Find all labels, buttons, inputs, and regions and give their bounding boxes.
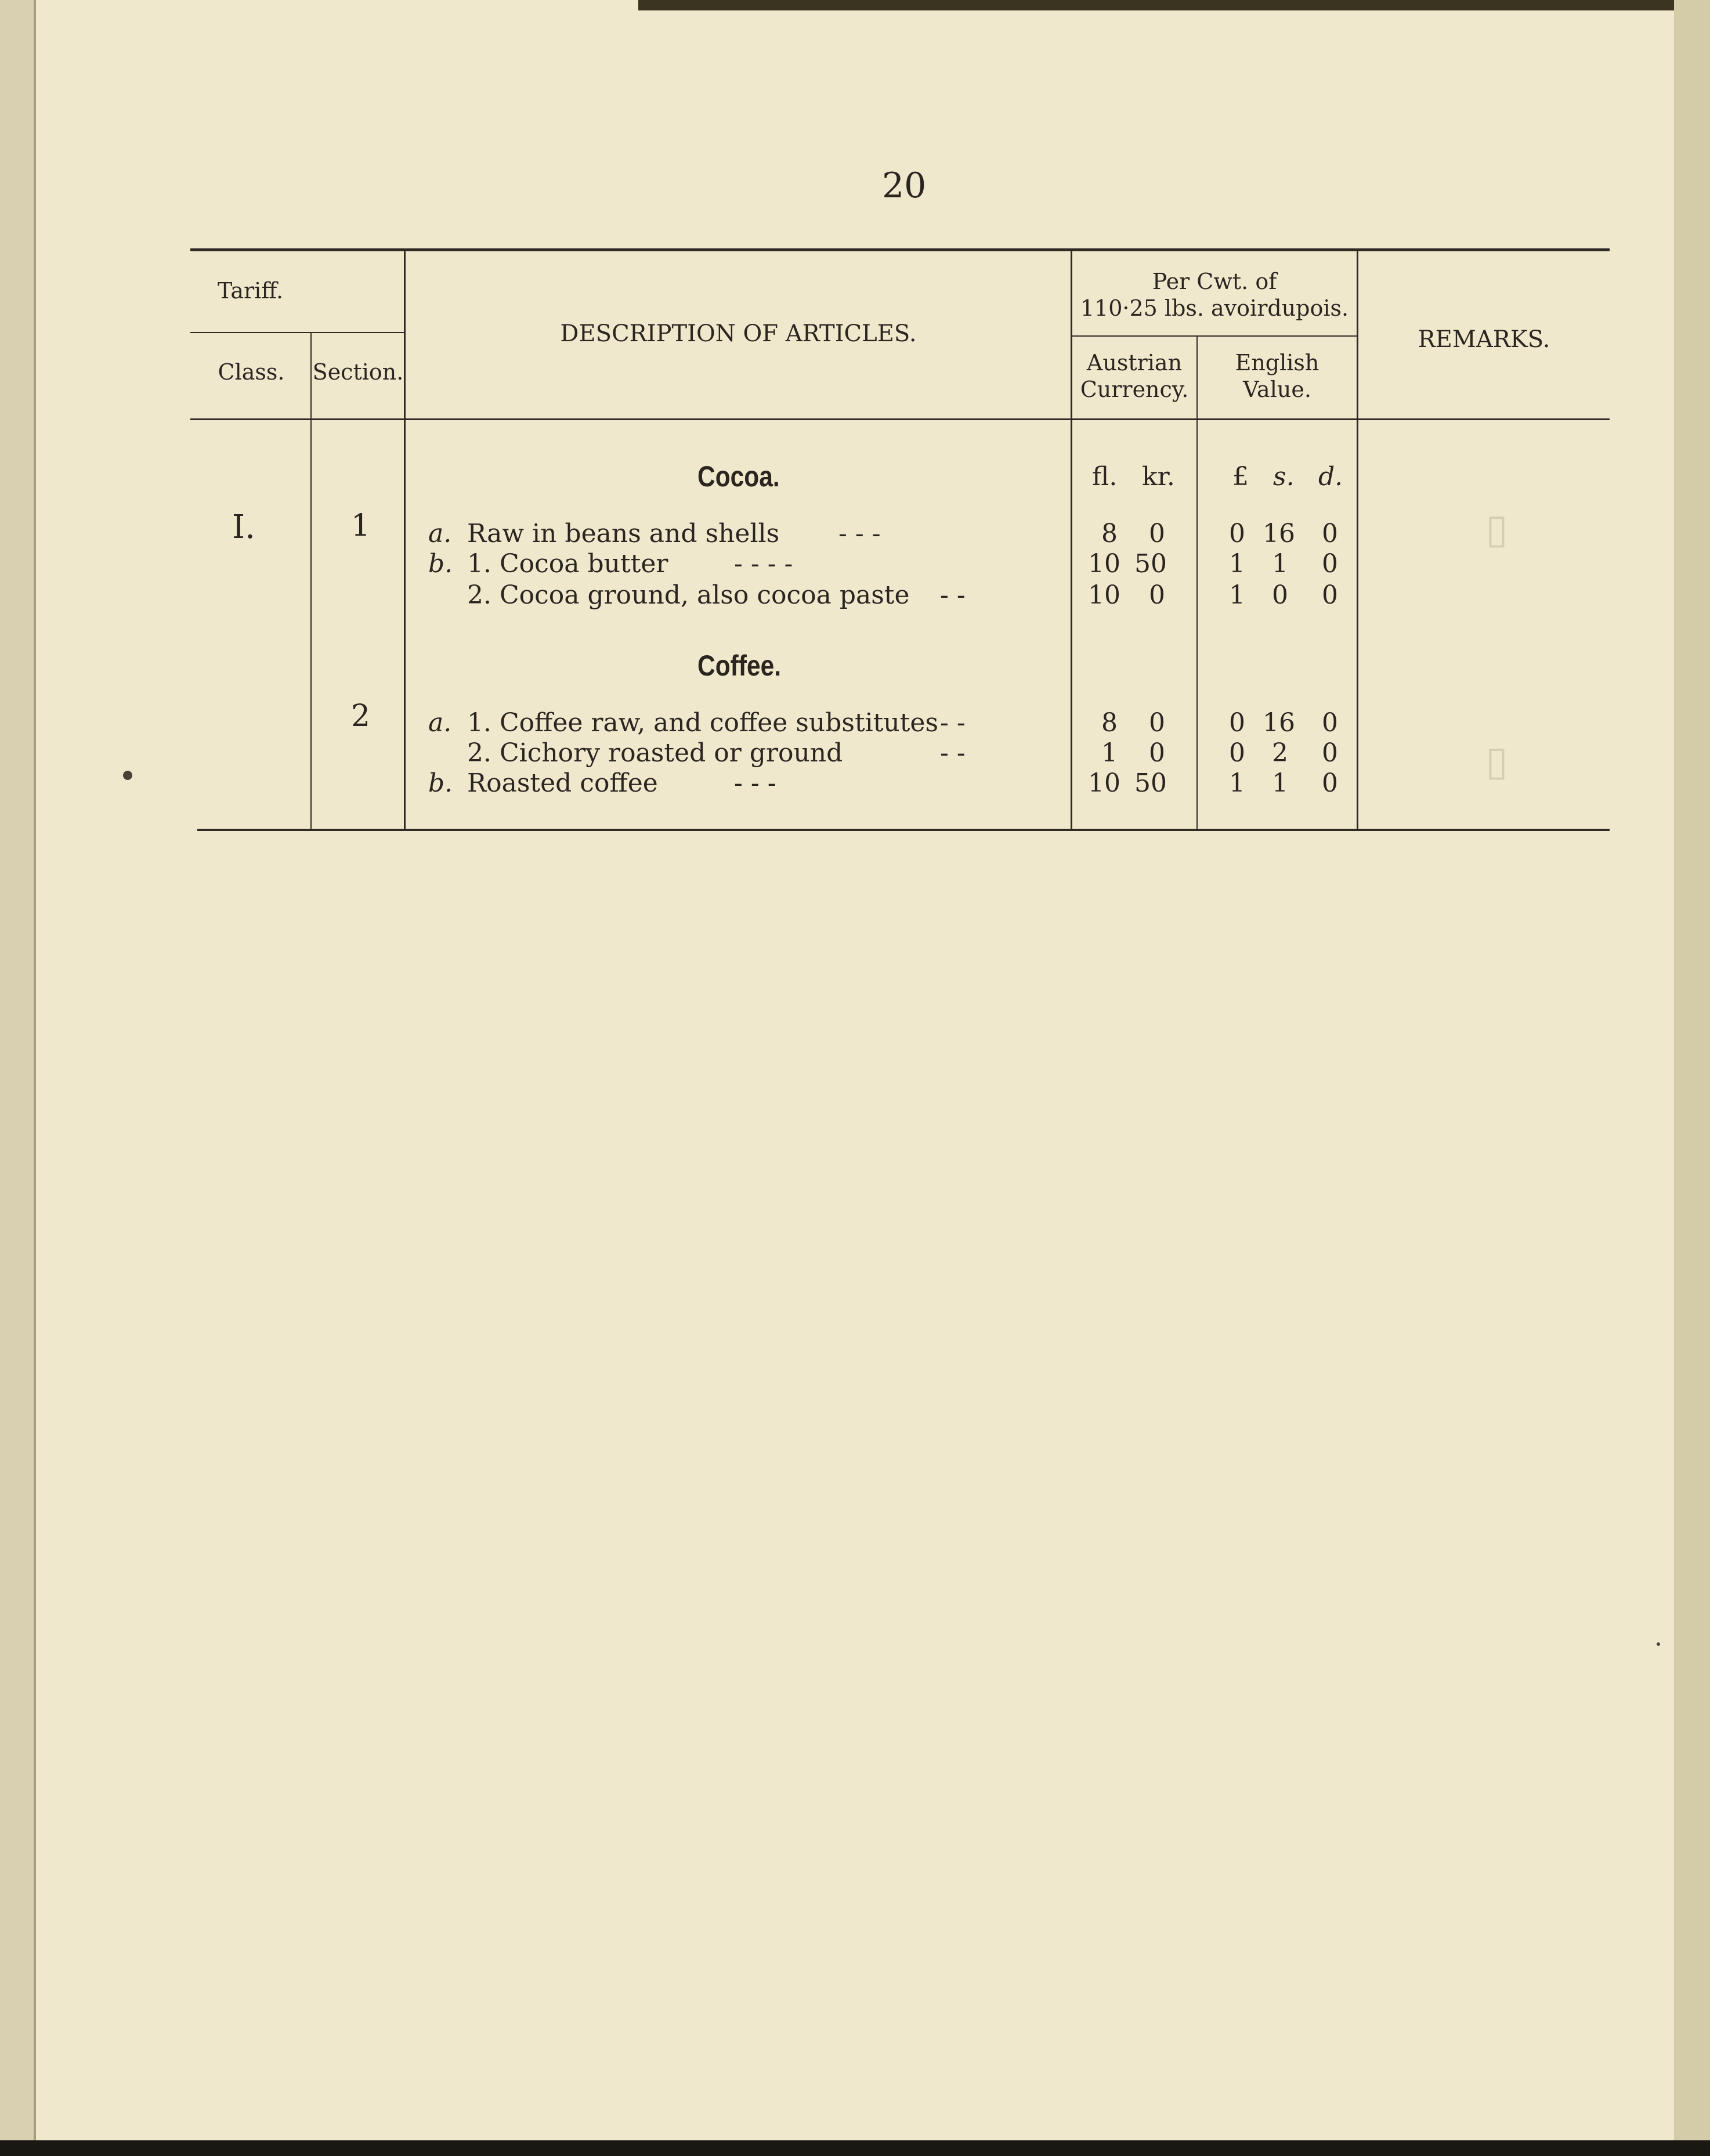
value-florin: 1 (1101, 738, 1118, 768)
item-letter: a. (428, 519, 452, 548)
english-header-line1: English (1235, 350, 1319, 375)
value-shilling: 0 (1272, 580, 1288, 610)
value-florin: 8 (1101, 708, 1118, 738)
leader-dashes: - - - (734, 768, 776, 798)
value-pound: 1 (1229, 549, 1245, 579)
unit-kreuzer: kr. (1142, 462, 1175, 492)
class-section-divider (310, 332, 312, 830)
leader-dashes: - - (940, 580, 966, 610)
value-pound: 1 (1229, 768, 1245, 798)
value-pence: 0 (1322, 708, 1338, 738)
value-shilling: 16 (1263, 708, 1295, 738)
binding-edge (34, 0, 36, 2156)
unit-pound: £ (1232, 462, 1249, 492)
scan-top-edge (638, 0, 1710, 10)
table-bottom-rule (197, 829, 1610, 831)
article-description: 2. Cocoa ground, also cocoa paste (467, 580, 910, 610)
section-description-divider (404, 251, 406, 830)
article-description: 2. Cichory roasted or ground (467, 738, 843, 768)
class-header: Class. (218, 359, 285, 385)
value-pence: 0 (1322, 519, 1338, 548)
value-florin: 10 (1088, 549, 1120, 579)
value-kreuzer: 50 (1134, 549, 1167, 579)
remarks-header: REMARKS. (1418, 326, 1550, 353)
table-top-rule (190, 248, 1610, 251)
value-pence: 0 (1322, 580, 1338, 610)
value-kreuzer: 0 (1149, 738, 1165, 768)
unit-shilling: s. (1273, 462, 1295, 492)
article-description: 1. Coffee raw, and coffee substitutes (467, 708, 939, 738)
header-bottom-rule (190, 418, 1610, 420)
tariff-sub-rule (190, 332, 404, 333)
unit-pence: d. (1318, 462, 1343, 492)
leader-dashes: - - (940, 708, 966, 738)
austrian-english-divider (1196, 335, 1198, 830)
value-shilling: 16 (1263, 519, 1295, 548)
scan-right-edge (1674, 0, 1710, 2156)
value-pound: 0 (1229, 708, 1245, 738)
per-cwt-header-line2: 110·25 lbs. avoirdupois. (1080, 295, 1349, 321)
value-pound: 0 (1229, 738, 1245, 768)
section-header: Section. (312, 359, 404, 385)
description-header: DESCRIPTION OF ARTICLES. (560, 320, 917, 347)
unit-florin: fl. (1092, 462, 1118, 492)
value-florin: 10 (1088, 768, 1120, 798)
value-florin: 10 (1088, 580, 1120, 610)
scan-bottom-edge (0, 2140, 1710, 2156)
value-shilling: 1 (1272, 768, 1288, 798)
section-number: 2 (351, 699, 371, 734)
section-number: 1 (351, 508, 371, 543)
item-letter: a. (428, 708, 452, 738)
article-description: Raw in beans and shells (467, 519, 780, 548)
austrian-header-line1: Austrian (1086, 350, 1183, 375)
class-number: I. (232, 508, 255, 546)
value-florin: 8 (1101, 519, 1118, 548)
leader-dashes: - - - (838, 519, 881, 548)
article-description: 1. Cocoa butter (467, 549, 668, 579)
ink-speck (123, 771, 132, 780)
value-kreuzer: 0 (1149, 708, 1165, 738)
ink-speck (1657, 1642, 1660, 1646)
bleed-through-mark: ▯ (1485, 505, 1508, 552)
value-pence: 0 (1322, 738, 1338, 768)
leader-dashes: - - (940, 738, 966, 768)
value-shilling: 2 (1272, 738, 1288, 768)
value-pound: 0 (1229, 519, 1245, 548)
group-title: Coffee. (697, 649, 782, 682)
per-cwt-sub-rule (1071, 335, 1358, 337)
value-kreuzer: 0 (1149, 519, 1165, 548)
binding-strip (0, 0, 34, 2156)
per-cwt-header-line1: Per Cwt. of (1152, 269, 1277, 294)
leader-dashes: - - - - (734, 549, 793, 579)
page-number: 20 (882, 165, 927, 206)
value-kreuzer: 0 (1149, 580, 1165, 610)
tariff-header: Tariff. (217, 278, 284, 304)
value-pound: 1 (1229, 580, 1245, 610)
item-letter: b. (428, 549, 453, 579)
austrian-header-line2: Currency. (1080, 377, 1189, 402)
description-currency-divider (1071, 251, 1072, 830)
value-pence: 0 (1322, 768, 1338, 798)
item-letter: b. (428, 768, 453, 798)
value-kreuzer: 50 (1134, 768, 1167, 798)
value-pence: 0 (1322, 549, 1338, 579)
bleed-through-mark: ▯ (1485, 737, 1508, 785)
value-shilling: 1 (1272, 549, 1288, 579)
group-title: Cocoa. (697, 460, 780, 493)
article-description: Roasted coffee (467, 768, 658, 798)
english-header-line2: Value. (1243, 377, 1311, 402)
